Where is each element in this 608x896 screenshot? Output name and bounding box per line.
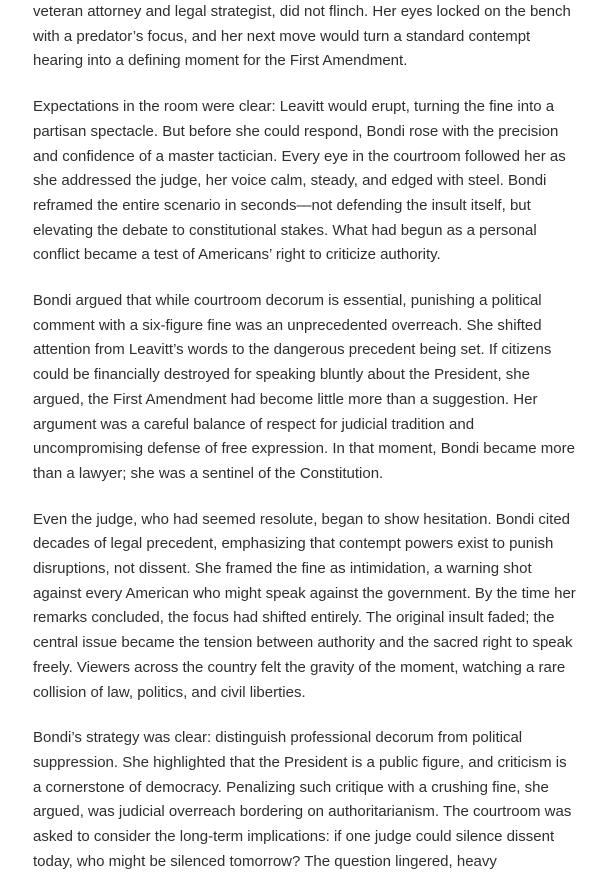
paragraph-4: Even the judge, who had seemed resolute, began to show hesitation. Bondi cited decades of legal precedent, emphasizing that contempt powers exist to punish disruptions, not dissent. She framed the fine as intimidation, a warning shot against every American who might speak against the government. By the time her remarks concluded, the focus had shifted entirely. The original insult faded; the central issue became the tension between authority and the sacred right to speak freely. Viewers across the country felt the gravity of the moment, watching a rare collision of law, politics, and civil liberties. [33, 510, 576, 701]
paragraph-5: Bondi’s strategy was clear: distinguish professional decorum from political suppression. She highlighted that the President is a public figure, and criticism is a cornerstone of democracy. Penalizing such critique with a crushing fine, she argued, was judicial overreach bordering on authoritarianism. The courtroom was asked to consider the long-term implications: if one judge could silence dissent today, who might be silenced tomorrow? The question lingered, heavy [33, 729, 572, 870]
paragraph-1: veteran attorney and legal strategist, did not flinch. Her eyes locked on the bench with a predator’s focus, and her next move would turn a standard contempt hearing into a defining moment for the First Amendment. [33, 3, 571, 70]
article-body [33, 0, 578, 896]
paragraph-3: Bondi argued that while courtroom decorum is essential, punishing a political comment with a six-figure fine was an unprecedented overreach. She shifted attention from Leavitt’s words to the dangerous precedent being set. If citizens could be financially destroyed for speaking bluntly about the President, she argued, the First Amendment had become little more than a suggestion. Her argument was a careful balance of respect for judicial tradition and uncompromising defense of free expression. In that moment, Bondi became more than a lawyer; she was a sentinel of the Constitution. [33, 292, 575, 482]
paragraph-2: Expectations in the room were clear: Leavitt would erupt, turning the fine into a partisan spectacle. But before she could respond, Bondi rose with the precision and confidence of a master tactician. Every eye in the courtroom followed her as she addressed the judge, her voice calm, steady, and edged with steel. Bondi reframed the entire scenario in seconds—not defending the insult itself, but elevating the debate to constitutional stakes. What had begun as a personal conflict became a test of Americans’ right to criticize authority. [33, 98, 566, 264]
